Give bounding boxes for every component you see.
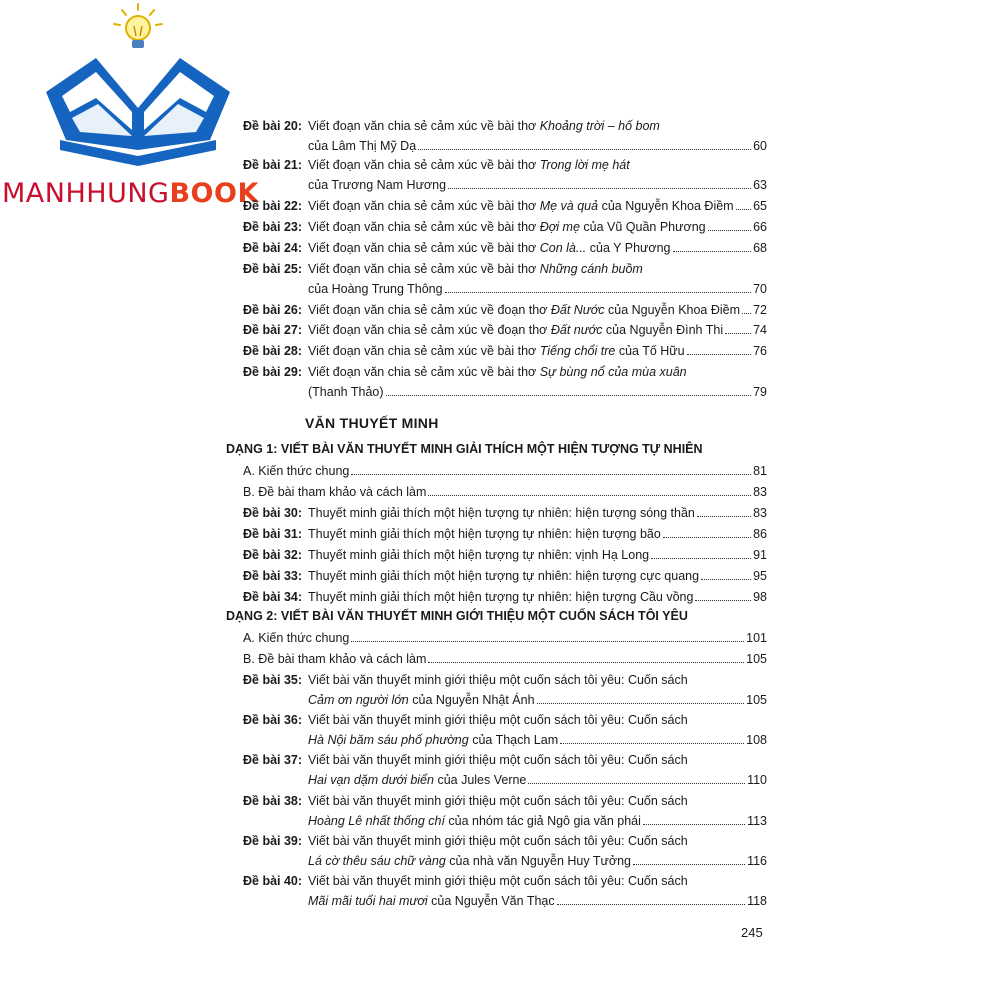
entry-label: Đề bài 27: (243, 323, 303, 337)
dang-2-a: A. Kiến thức chung 101 (243, 631, 767, 645)
entry-label: Đề bài 21: (243, 158, 303, 172)
dang-2-heading: DẠNG 2: VIẾT BÀI VĂN THUYẾT MINH GIỚI THIỆU MỘT CUỐN SÁCH TÔI YÊU (226, 609, 688, 623)
page-number: 245 (741, 925, 763, 940)
dang-2-b: B. Đề bài tham khảo và cách làm 105 (243, 652, 767, 666)
table-of-contents: Đề bài 20: Viết đoạn văn chia sẻ cảm xúc về bài thơ Khoảng trời – hố bom của Lâm Thị Mỹ Dạ 60 Đề bài 21: Viết đoạn văn chia sẻ cảm xúc về bài thơ Trong lời mẹ hát của Trương Nam Hương 63 Đề bài 22: Viết đoạn văn chia sẻ cảm xúc về bài thơ Mẹ và quả của Nguyễn Khoa Điềm 65 Đề bài 23: Viết đoạn văn chia sẻ cảm xúc về bài thơ Đợi mẹ của Vũ Quần Phương 66 Đề bài 24: Viết đoạn văn chia sẻ cảm xúc về bài thơ Con là... của Y Phương 68 Đề bài 25: Viết đoạn văn chia sẻ cảm xúc về bài thơ Những cánh buồm của Hoàng Trung Thông 70 Đề bài 26: Viết đoạn văn chia sẻ cảm xúc về đoạn thơ Đất Nước của Nguyễn Khoa Điềm 72 Đề bài 27: Viết đoạn văn chia sẻ cảm xúc về đoạn thơ Đất nước của Nguyễn Đình Thi 74 Đề bài 28: Viết đoạn văn chia sẻ cảm xúc về bài thơ Tiếng chổi tre của Tố Hữu 76 Đề bài 29: Viết đoạn văn chia sẻ cảm xúc về bài thơ Sự bùng nổ của mùa xuân (Thanh Thảo) 79 VĂN THUYẾT MINH DẠNG 1: VIẾT BÀI VĂN THUYẾT MINH GIẢI THÍCH MỘT HIỆN TƯỢNG TỰ NHIÊN A. Kiến thức chung 81 B. Đề bài tham khảo và cách làm 83 Đề bài 30: Thuyết minh giải thích một hiện tượng tự nhiên: hiện tượng sóng thần 83 Đề bài 31: Thuyết minh giải thích một hiện tượng tự nhiên: hiện tượng bão 86 Đề bài 32: Thuyết minh giải thích một hiện tượng tự nhiên: vịnh Hạ Long 91 Đề bài 33: Thuyết minh giải thích một hiện tượng tự nhiên: hiện tượng cực quang 95 Đề bài 34: Thuyết minh giải thích một hiện tượng tự nhiên: hiện tượng Cầu vồng 98 DẠNG 2: VIẾT BÀI VĂN THUYẾT MINH GIỚI THIỆU MỘT CUỐN SÁCH TÔI YÊU A. Kiến thức chung 101 B. Đề bài tham khảo và cách làm 105 Đề bài 35: Viết bài văn thuyết minh giới thiệu một cuốn sách tôi yêu: Cuốn sách Cảm ơn người lớn của Nguyễn Nhật Ánh 105 Đề bài 36: Viết bài văn thuyết minh giới thiệu một cuốn sách tôi yêu: Cuốn sách Hà Nội băm sáu phố phường của Thạch Lam 108 Đề bài 37: Viết bài văn thuyết minh giới thiệu một cuốn sách tôi yêu: Cuốn sách Hai vạn dặm dưới biển của Jules Verne 110 Đề bài 38: Viết bài văn thuyết minh giới thiệu một cuốn sách tôi yêu: Cuốn sách Hoàng Lê nhất thống chí của nhóm tác giả Ngô gia văn phái 113 Đề bài 39: Viết bài văn thuyết minh giới thiệu một cuốn sách tôi yêu: Cuốn sách Lá cờ thêu sáu chữ vàng của nhà văn Nguyễn Huy Tưởng 116 Đề bài 40: Viết bài văn thuyết minh giới thiệu một cuốn sách tôi yêu: Cuốn sách Mãi mãi tuổi hai mươi của Nguyễn Văn Thạc 118 245 (226, 119, 767, 940)
dang-1-b: B. Đề bài tham khảo và cách làm 83 (243, 485, 767, 499)
entry-label: Đề bài 25: (243, 262, 303, 276)
entry-label: Đề bài 28: (243, 344, 303, 358)
entry-label: Đề bài 23: (243, 220, 303, 234)
entry-label: Đề bài 20: (243, 119, 303, 133)
entry-label: Đề bài 26: (243, 303, 303, 317)
entry-label: Đề bài 22: (243, 199, 303, 213)
dang-1-heading: DẠNG 1: VIẾT BÀI VĂN THUYẾT MINH GIẢI THÍCH MỘT HIỆN TƯỢNG TỰ NHIÊN (226, 442, 703, 456)
entry-label: Đề bài 29: (243, 365, 303, 379)
entry-label: Đề bài 24: (243, 241, 303, 255)
dang-1-a: A. Kiến thức chung 81 (243, 464, 767, 478)
brand-name: MANHHUNGBOOK (2, 178, 259, 209)
section-title: VĂN THUYẾT MINH (305, 415, 439, 431)
